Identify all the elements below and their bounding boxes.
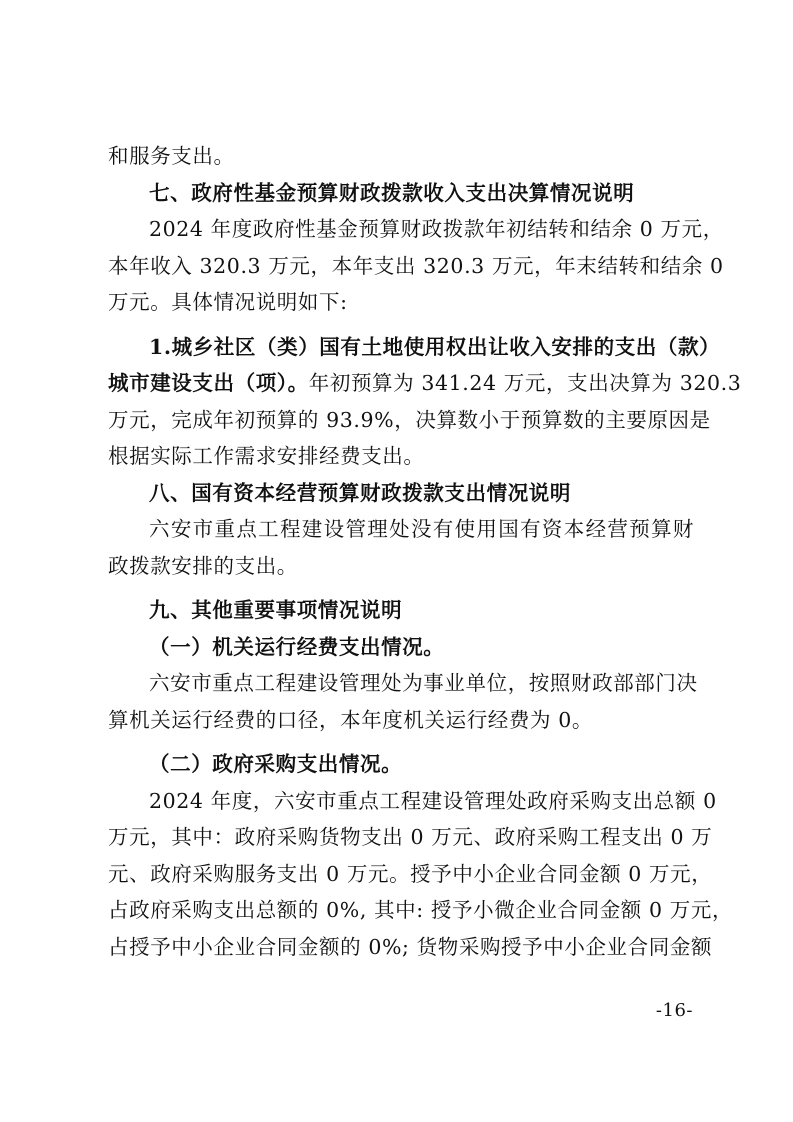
paragraph-line: 万元。具体情况说明如下:	[108, 290, 348, 314]
section-heading-7: 七、政府性基金预算财政拨款收入支出决算情况说明	[149, 180, 635, 205]
paragraph-line: 2024 年度政府性基金预算财政拨款年初结转和结余 0 万元，	[149, 217, 724, 241]
paragraph-line: 元、政府采购服务支出 0 万元。授予中小企业合同金额 0 万元，	[108, 861, 713, 886]
paragraph-line: 和服务支出。	[108, 144, 235, 168]
subsection-heading-1: （一）机关运行经费支出情况。	[149, 634, 445, 659]
paragraph-line: 万元，完成年初预算的 93.9%，决算数小于预算数的主要原因是	[108, 407, 711, 432]
paragraph-line: 政拨款安排的支出。	[108, 553, 298, 578]
paragraph-line: 占授予中小企业合同金额的 0%; 货物采购授予中小企业合同金额	[108, 934, 713, 959]
section-heading-8: 八、国有资本经营预算财政拨款支出情况说明	[149, 480, 571, 505]
subsection-heading-2: （二）政府采购支出情况。	[149, 752, 403, 776]
paragraph-line: 六安市重点工程建设管理处为事业单位，按照财政部部门决	[149, 671, 698, 695]
document-body	[108, 138, 742, 965]
paragraph-line: 六安市重点工程建设管理处没有使用国有资本经营预算财	[149, 517, 694, 541]
paragraph-line: 算机关运行经费的口径，本年度机关运行经费为 0。	[108, 707, 593, 732]
page-number: -16-	[655, 1000, 693, 1021]
item-title-tail: 城市建设支出（项）。	[108, 371, 309, 395]
section-heading-9: 九、其他重要事项情况说明	[149, 598, 403, 622]
paragraph-line: 占政府采购支出总额的 0%, 其中: 授予小微企业合同金额 0 万元，	[108, 898, 734, 922]
paragraph-line: 本年收入 320.3 万元，本年支出 320.3 万元，年末结转和结余 0	[108, 253, 724, 278]
item-title-line: 1.城乡社区（类）国有土地使用权出让收入安排的支出（款）	[149, 334, 721, 359]
paragraph-line: 2024 年度，六安市重点工程建设管理处政府采购支出总额 0	[149, 788, 717, 813]
paragraph-line: 万元，其中：政府采购货物支出 0 万元、政府采购工程支出 0 万	[108, 825, 713, 849]
paragraph-line: 根据实际工作需求安排经费支出。	[108, 444, 425, 468]
paragraph-text: 年初预算为 341.24 万元，支出决算为 320.3	[308, 371, 742, 395]
paragraph-line	[108, 365, 742, 402]
